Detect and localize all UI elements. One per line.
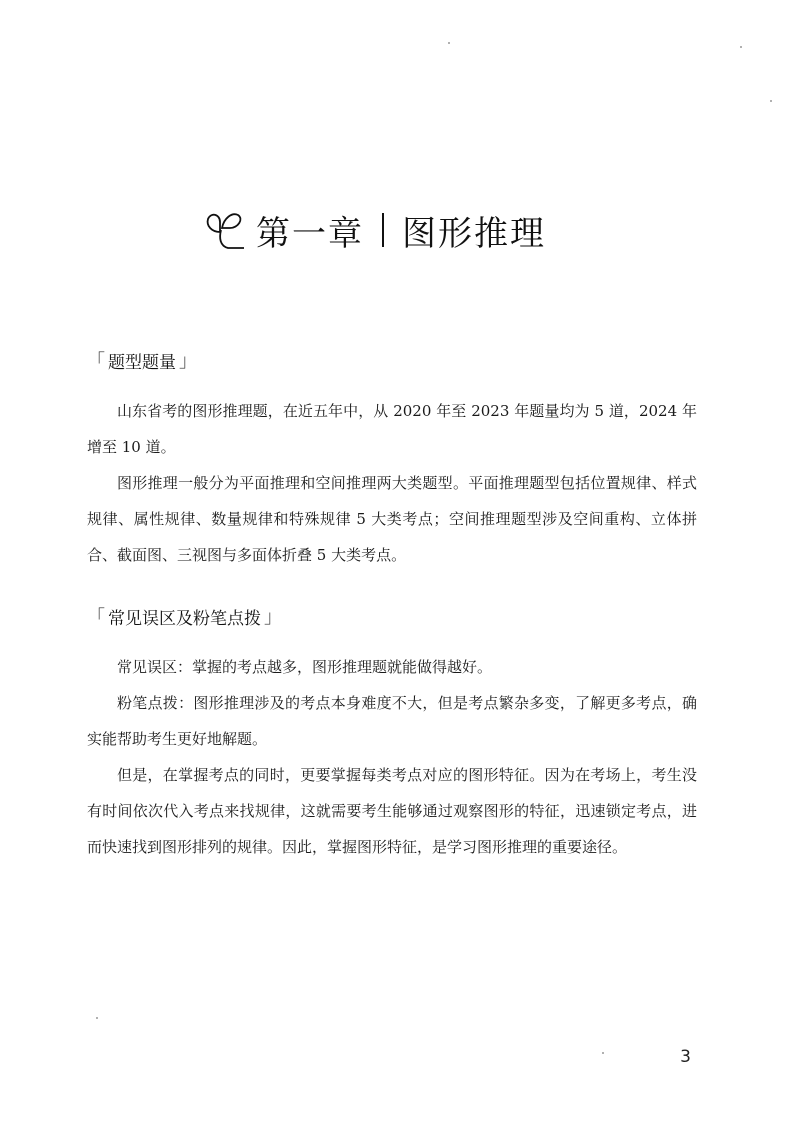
chapter-number: 第一章 [256, 213, 364, 254]
section-heading-text: 题型题量 [108, 352, 176, 373]
section-common-mistakes [87, 603, 697, 865]
bracket-close: 」 [264, 607, 282, 628]
bracket-close: 」 [179, 351, 197, 372]
scan-speck [96, 1017, 98, 1019]
paragraph: 常见误区：掌握的考点越多，图形推理题就能做得越好。 [117, 658, 493, 676]
paragraph: 图形推理一般分为平面推理和空间推理两大类题型。平面推理题型包括位置规律、样式规律、属性规律、数量规律和特殊规律 5 大类考点；空间推理题型涉及空间重构、立体拼合、截面图、三视图与多面体折叠 5 大类考点。 [87, 474, 697, 564]
paragraph: 山东省考的图形推理题，在近五年中，从 2020 年至 2023 年题量均为 5 道，2024 年增至 10 道。 [87, 402, 697, 456]
scan-speck [770, 100, 772, 102]
paragraph: 粉笔点拨：图形推理涉及的考点本身难度不大，但是考点繁杂多变，了解更多考点，确实能帮助考生更好地解题。 [87, 694, 697, 748]
chapter-divider [382, 213, 384, 247]
sprout-icon [198, 202, 252, 258]
section-heading [87, 603, 697, 629]
section-question-volume [87, 347, 697, 573]
chapter-header [198, 200, 598, 260]
bracket-open: 「 [87, 607, 105, 628]
scan-speck [602, 1052, 604, 1054]
scan-speck [740, 46, 742, 48]
section-heading [87, 347, 697, 373]
chapter-title: 图形推理 [402, 213, 546, 254]
page-number: 3 [680, 1047, 691, 1067]
bracket-open: 「 [87, 351, 105, 372]
scan-speck [448, 42, 450, 44]
paragraph: 但是，在掌握考点的同时，更要掌握每类考点对应的图形特征。因为在考场上，考生没有时间依次代入考点来找规律，这就需要考生能够通过观察图形的特征，迅速锁定考点，进而快速找到图形排列的规律。因此，掌握图形特征，是学习图形推理的重要途径。 [87, 766, 697, 856]
section-heading-text: 常见误区及粉笔点拨 [108, 608, 261, 629]
